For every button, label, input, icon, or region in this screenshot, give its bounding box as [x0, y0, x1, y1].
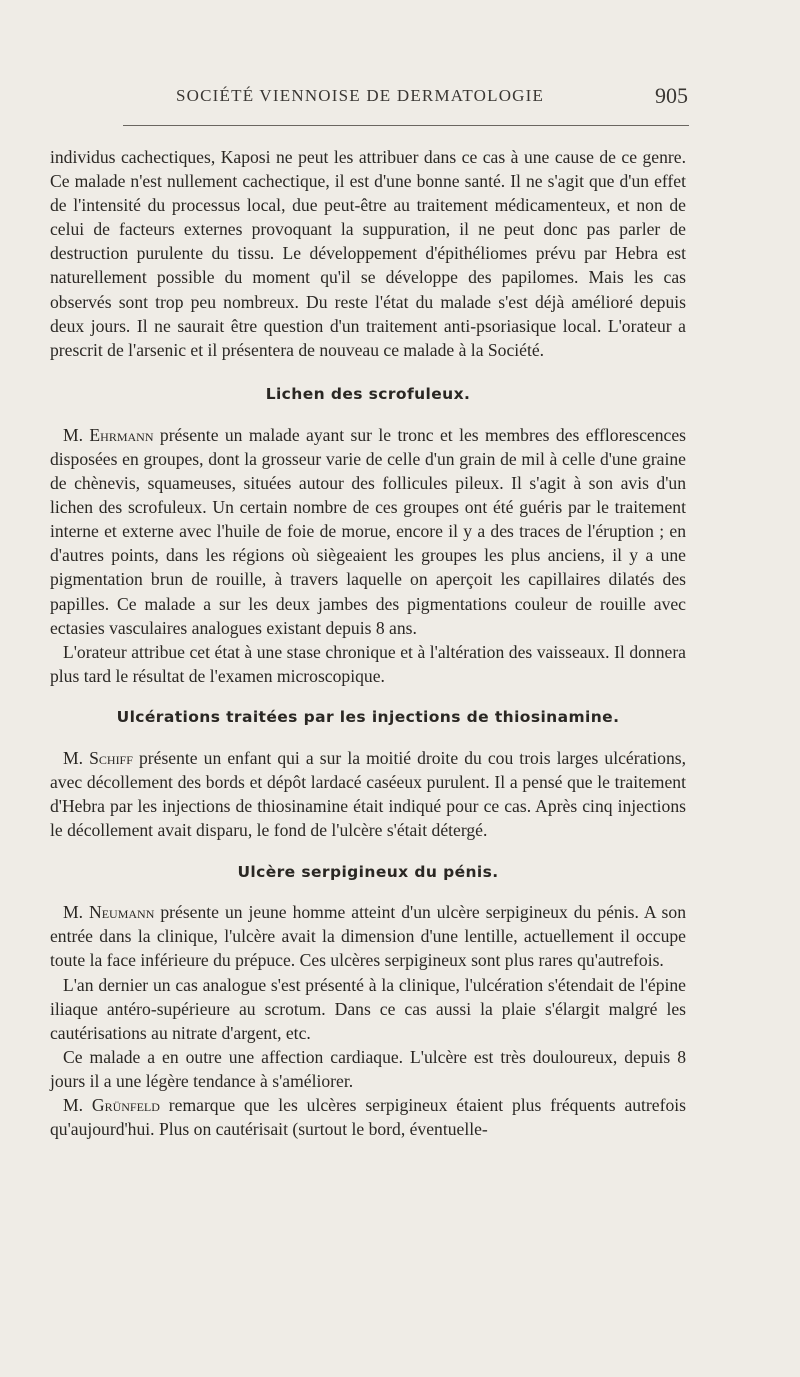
paragraph-schiff	[50, 746, 686, 842]
speaker-prefix: M.	[63, 747, 90, 768]
running-title: SOCIÉTÉ VIENNOISE DE DERMATOLOGIE	[176, 86, 545, 105]
speaker-name-ehrmann: Ehrmann	[89, 424, 154, 445]
section-heading-ulcere: Ulcère serpigineux du pénis.	[237, 863, 499, 882]
speaker-prefix: M.	[63, 1095, 92, 1115]
page-body	[50, 145, 686, 1141]
paragraph-affection: Ce malade a en outre une affection cardiaque. L'ulcère est très douloureux, depuis 8 jours il a une légère tendance à s'améliorer.	[50, 1046, 686, 1091]
paragraph-text: remarque que les ulcères serpigineux étaient plus fréquents autrefois qu'aujourd'hui. Plus on cautérisait (surtout le bord, éventuelle-	[50, 1095, 686, 1140]
paragraph-text: présente un enfant qui a sur la moitié droite du cou trois larges ulcérations, avec décollement des bords et dépôt lardacé caséeux purulent. Il a pensé que le traitement d'Hebra par les injections de thiosinamine était indiqué pour ce cas. Après cinq injections le décollement avait disparu, le fond de l'ulcère s'était détergé.	[50, 747, 686, 841]
paragraph-neumann	[50, 900, 686, 972]
page-number: 905	[655, 83, 688, 108]
section-heading-ulcerations: Ulcérations traitées par les injections de thiosinamine.	[116, 707, 620, 726]
continued-paragraph: individus cachectiques, Kaposi ne peut les attribuer dans ce cas à une cause de ce genre. Ce malade n'est nullement cachectique, il est d'une bonne santé. Il ne s'agit que d'un effet de l'intensité du processus local, due peut-être au traitement médicamenteux, et non de celui de facteurs externes provoquant la suppuration, il ne peut donc pas parler de destruction purulente du tissu. Le développement d'épithéliomes prévu par Hebra est naturellement possible du moment qu'il se développe des papilomes. Mais les cas observés sont trop peu nombreux. Du reste l'état du malade s'est déjà amélioré depuis deux jours. Il ne saurait être question d'un traitement anti-psoriasique local. L'orateur a prescrit de l'arsenic et il présentera de nouveau ce malade à la Société.	[50, 147, 686, 360]
paragraph-grunfeld	[50, 1093, 686, 1141]
speaker-name-neumann: Neumann	[89, 902, 155, 923]
section-heading-lichen: Lichen des scrofuleux.	[265, 384, 471, 403]
speaker-prefix: M.	[63, 902, 90, 923]
speaker-name-grunfeld: Grünfeld	[91, 1095, 160, 1115]
paragraph-text: présente un jeune homme atteint d'un ulcère serpigineux du pénis. A son entrée dans la clinique, l'ulcère avait la dimension d'une lentille, actuellement il occupe toute la face inférieure du prépuce. Ces ulcères serpigineux sont plus rares qu'autrefois.	[50, 902, 686, 971]
paragraph-an-dernier: L'an dernier un cas analogue s'est présenté à la clinique, l'ulcération s'étendait de l'épine iliaque antéro-supérieure au scrotum. Dans ce cas aussi la plaie s'élargit malgré les cautérisations au nitrate d'argent, etc.	[50, 974, 686, 1043]
speaker-name-schiff: Schiff	[89, 747, 133, 768]
speaker-prefix: M.	[63, 424, 90, 445]
running-header	[50, 83, 690, 112]
paragraph-orateur: L'orateur attribue cet état à une stase chronique et à l'altération des vaisseaux. Il donnera plus tard le résultat de l'examen microscopique.	[50, 641, 686, 686]
header-rule	[123, 125, 689, 126]
paragraph-ehrmann	[50, 423, 686, 640]
paragraph-text: présente un malade ayant sur le tronc et les membres des efflorescences disposées en groupes, dont la grosseur varie de celle d'un grain de mil à celle d'une graine de chènevis, squameuses, situées autour des follicules pileux. Il s'agit à son avis d'un lichen des scrofuleux. Un certain nombre de ces groupes ont été guéris par le traitement interne et externe avec l'huile de foie de morue, encore il y a des traces de l'éruption ; en d'autres points, dans les régions où siègeaient les groupes les plus anciens, il y a une pigmentation brun de rouille, à travers laquelle on aperçoit les capillaires dilatés des papilles. Ce malade a sur les deux jambes des pigmentations couleur de rouille avec ectasies vasculaires analogues existant depuis 8 ans.	[50, 424, 686, 638]
